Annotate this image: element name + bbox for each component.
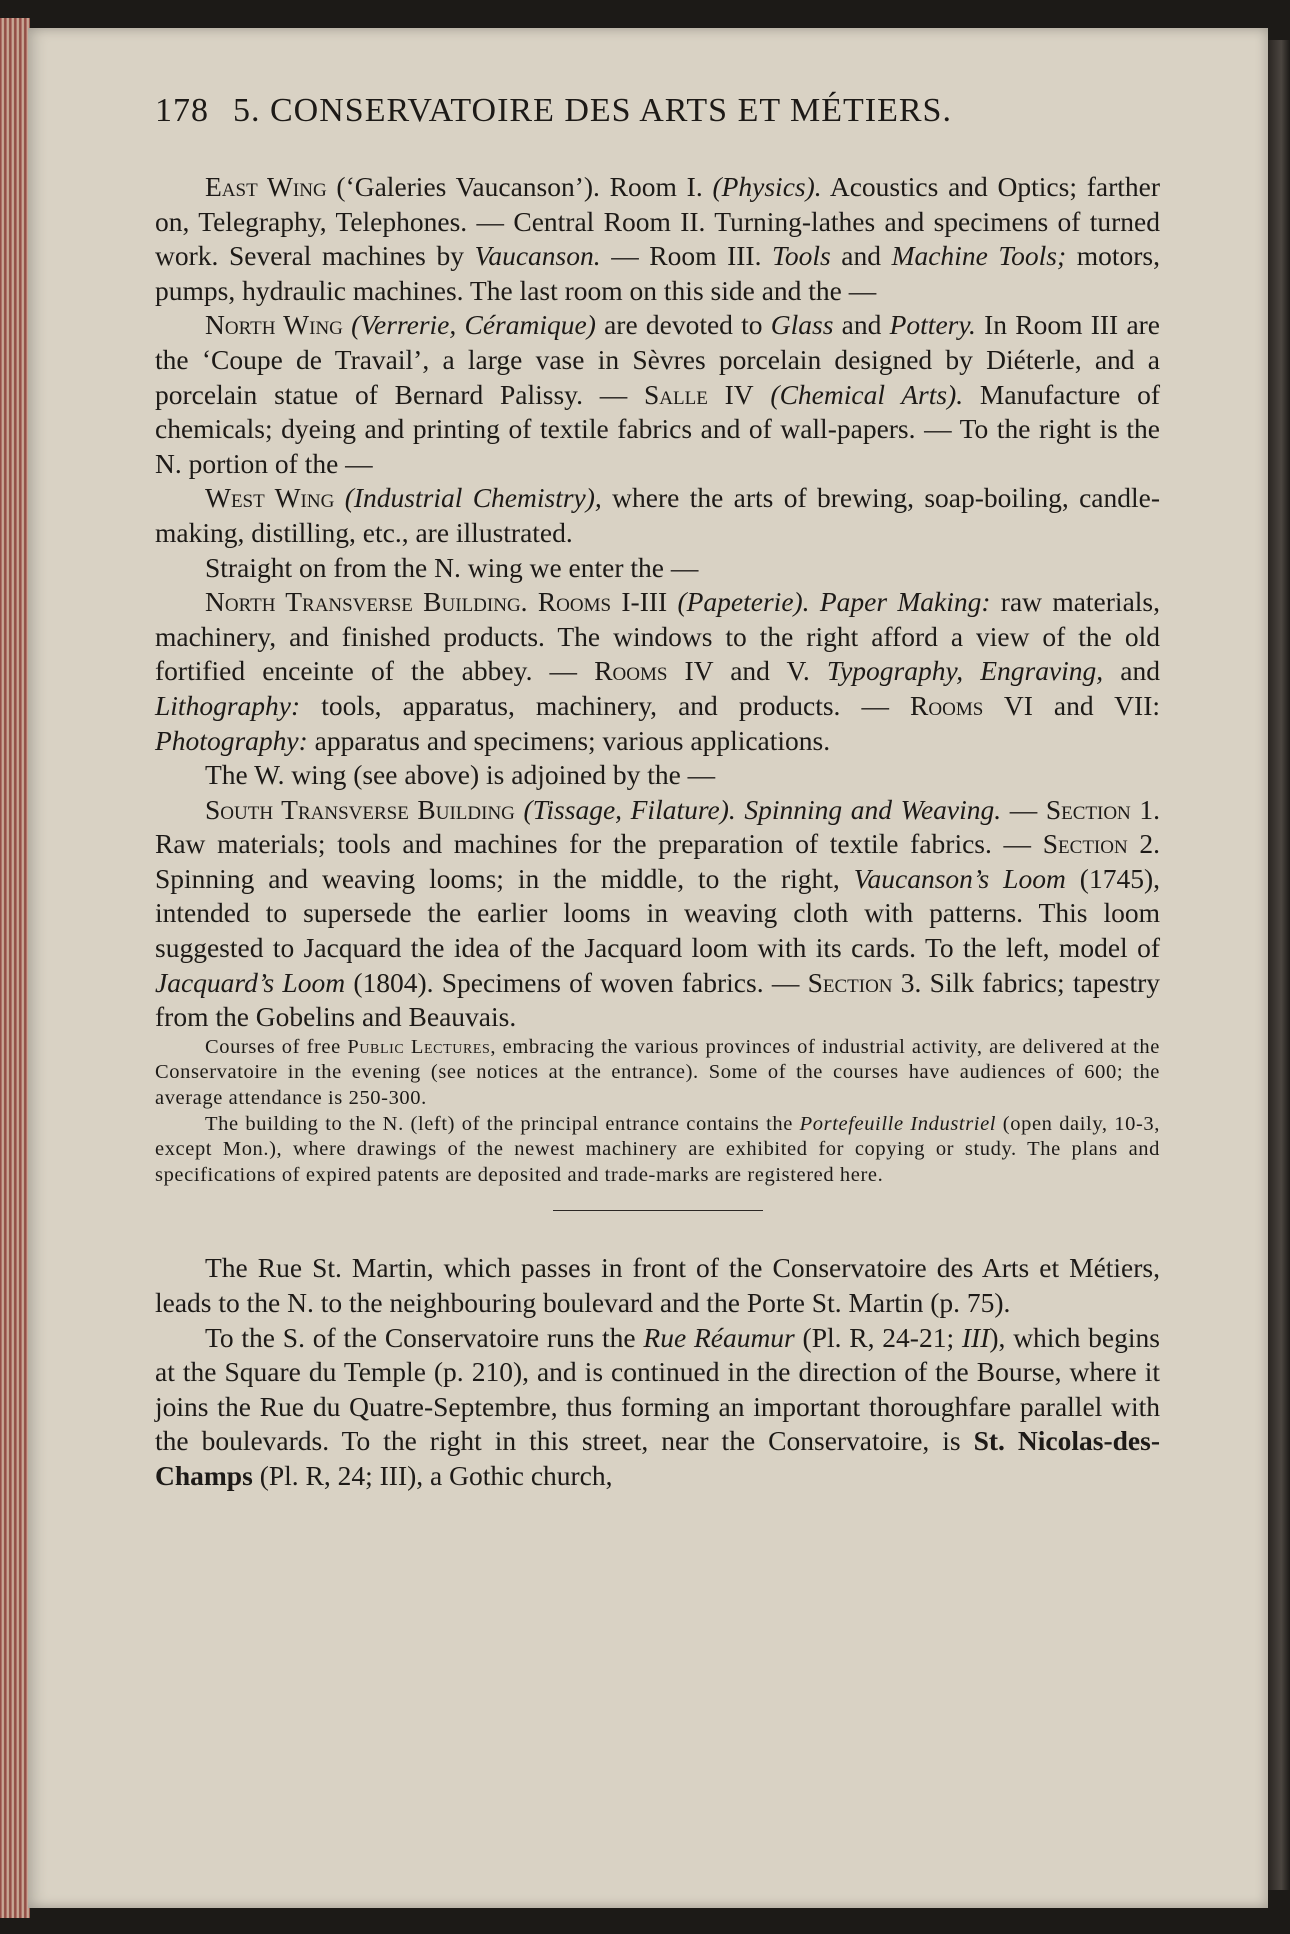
running-header bbox=[155, 92, 1160, 140]
section-heading: South Transverse Building bbox=[205, 793, 515, 825]
section-heading: East Wing bbox=[205, 171, 327, 202]
note-public-lectures: Courses of free Public Lectures, embracing the various provinces of industrial activity, are delivered at the Conservatoire in the evening (see notices at the entrance). Some of the courses have audiences of 600; the average attendance is 250-300. bbox=[155, 1035, 1160, 1110]
book-spine-edge bbox=[0, 18, 30, 1918]
page-text bbox=[155, 92, 1160, 1494]
after-divider-text bbox=[155, 1251, 1160, 1493]
paragraph-south-transverse: South Transverse Building (Tissage, Filature). Spinning and Weaving. — Section 1. Raw materials; tools and machines for the preparation of textile fabrics. — Section 2. Spinning and weaving looms; in the middle, to the right, Vaucanson’s Loom (1745), intended to supersede the earlier looms in weaving cloth with patterns. This loom suggested to Jacquard the idea of the Jacquard loom with its cards. To the left, model of Jacquard’s Loom (1804). Specimens of woven fabrics. — Section 3. Silk fabrics; tapestry from the Gobelins and Beauvais. bbox=[155, 793, 1161, 1033]
paragraph-west-wing: West Wing (Industrial Chemistry), where the arts of brewing, soap-boiling, candle-making, distilling, etc., are illustrated. bbox=[155, 482, 1160, 548]
section-divider bbox=[553, 1210, 763, 1211]
paragraph-straight-on: Straight on from the N. wing we enter the — bbox=[205, 551, 699, 583]
main-text bbox=[155, 170, 1160, 1035]
paragraph-rue-reaumur: To the S. of the Conservatoire runs the Rue Réaumur (Pl. R, 24-21; III), which begins at the Square du Temple (p. 210), and is continued in the direction of the Bourse, where it joins the Rue du Quatre-Septembre, thus forming an important thoroughfare parallel with the boulevards. To the right in this street, near the Conservatoire, is St. Nicolas-des-Champs (Pl. R, 24; III), a Gothic church, bbox=[155, 1321, 1160, 1491]
section-heading: North Wing bbox=[205, 309, 343, 341]
section-heading: West Wing bbox=[205, 482, 335, 514]
note-portefeuille: The building to the N. (left) of the principal entrance contains the Portefeuille Industriel (open daily, 10-3, except Mon.), where drawings of the newest machinery are exhibited for copying or study. The plans and specifications of expired patents are deposited and trade-marks are registered here. bbox=[155, 1112, 1161, 1186]
paragraph-w-wing: The W. wing (see above) is adjoined by the — bbox=[205, 759, 716, 791]
running-title: 5. CONSERVATOIRE DES ARTS ET MÉTIERS. bbox=[233, 92, 952, 129]
paragraph-north-transverse: North Transverse Building. Rooms I-III (Papeterie). Paper Making: raw materials, machinery, and finished products. The windows to the right afford a view of the old fortified enceinte of the abbey. — Rooms IV and V. Typography, Engraving, and Lithography: tools, apparatus, machinery, and products. — Rooms VI and VII: Photography: apparatus and specimens; various applications. bbox=[155, 586, 1160, 756]
section-heading: North Transverse Building. bbox=[205, 586, 528, 618]
right-page-edge bbox=[1268, 40, 1290, 1890]
paragraph-rue-st-martin: The Rue St. Martin, which passes in front of the Conservatoire des Arts et Métiers, leads to the N. to the neighbouring boulevard and the Porte St. Martin (p. 75). bbox=[155, 1252, 1160, 1318]
paragraph-north-wing: North Wing (Verrerie, Céramique) are devoted to Glass and Pottery. In Room III are the ‘Coupe de Travail’, a large vase in Sèvres porcelain designed by Diéterle, and a porcelain statue of Bernard Palissy. — Salle IV (Chemical Arts). Manufacture of chemicals; dyeing and printing of textile fabrics and of wall-papers. — To the right is the N. portion of the — bbox=[155, 309, 1161, 479]
page-number: 178 bbox=[155, 92, 209, 129]
paragraph-east-wing: East Wing (‘Galeries Vaucanson’). Room I. (Physics). Acoustics and Optics; farther on, Telegraphy, Telephones. — Central Room II. Turning-lathes and specimens of turned work. Several machines by Vaucanson. — Room III. Tools and Machine Tools; motors, pumps, hydraulic machines. The last room on this side and the — bbox=[155, 171, 1160, 306]
small-print-notes bbox=[155, 1035, 1160, 1189]
